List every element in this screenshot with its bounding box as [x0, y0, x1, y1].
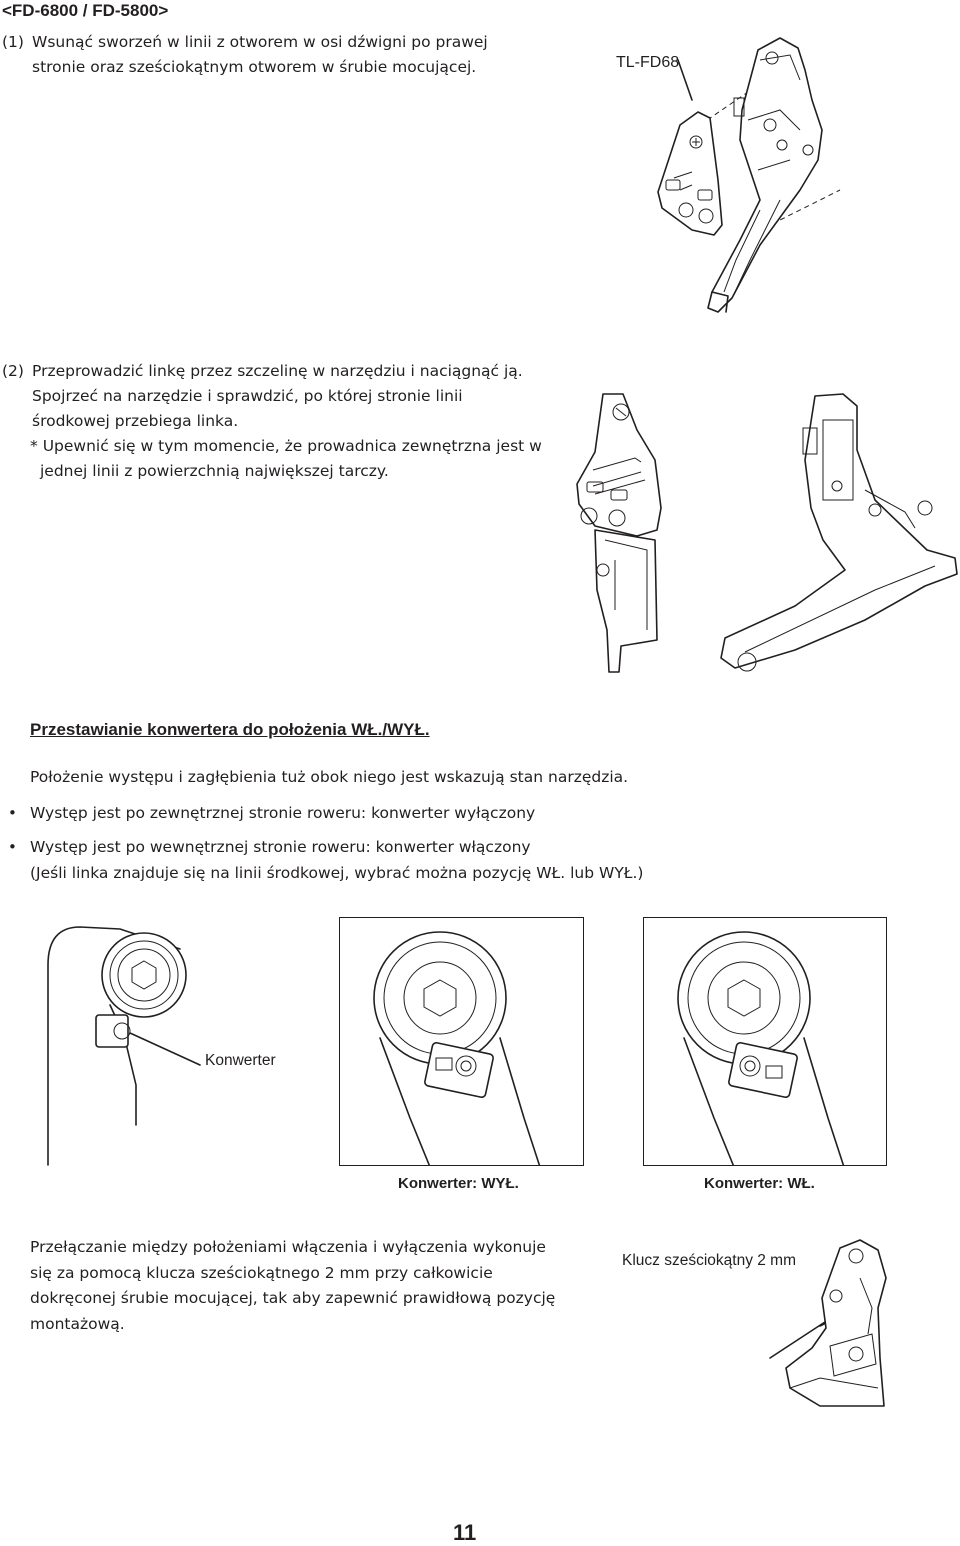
converter-lever-illustration	[40, 925, 210, 1170]
step2-note-line2: jednej linii z powierzchnią największej tarczy.	[40, 462, 389, 480]
page-header: <FD-6800 / FD-5800>	[2, 1, 169, 20]
section-title: Przestawianie konwertera do położenia WŁ./WYŁ.	[30, 720, 430, 739]
hex-key-label: Klucz sześciokątny 2 mm	[622, 1252, 796, 1269]
step2-line1: Przeprowadzić linkę przez szczelinę w narzędziu i naciągnąć ją.	[32, 362, 523, 380]
step2-number: (2)	[2, 362, 24, 380]
bullet2-text: Występ jest po wewnętrznej stronie roweru: konwerter włączony	[30, 838, 531, 856]
bullet-icon: •	[8, 804, 17, 822]
bullet-icon: •	[8, 838, 17, 856]
hex-key-illustration	[760, 1238, 960, 1410]
section-intro: Położenie występu i zagłębienia tuż obok niego jest wskazują stan narzędzia.	[30, 768, 629, 786]
converter-on-figure	[643, 917, 887, 1166]
bottom-line3: dokręconej śrubie mocującej, tak aby zapewnić prawidłową pozycję	[30, 1289, 556, 1307]
step1-number: (1)	[2, 33, 24, 51]
step2-note-line1: Upewnić się w tym momencie, że prowadnica zewnętrzna jest w	[42, 437, 542, 455]
bullet1-text: Występ jest po zewnętrznej stronie roweru: konwerter wyłączony	[30, 804, 536, 822]
step2-text	[2, 359, 542, 484]
converter-label: Konwerter	[205, 1052, 276, 1069]
bullet-item-off	[2, 801, 535, 826]
caption-converter-on: Konwerter: WŁ.	[704, 1175, 815, 1192]
page-number: 11	[453, 1520, 477, 1545]
bottom-line4: montażową.	[30, 1314, 125, 1333]
tool-label-tlfd68: TL-FD68	[616, 54, 680, 71]
step1-line2: stronie oraz sześciokątnym otworem w śrubie mocującej.	[32, 58, 477, 76]
bottom-text	[30, 1235, 555, 1337]
bullet-item-on	[2, 835, 531, 860]
note-asterisk: *	[30, 437, 38, 455]
bottom-line1: Przełączanie między położeniami włączenia i wyłączenia wykonuje	[30, 1238, 546, 1256]
step2-line2: Spojrzeć na narzędzie i sprawdzić, po której stronie linii	[32, 387, 463, 405]
step1-text	[2, 30, 488, 80]
bullet2-note: (Jeśli linka znajduje się na linii środkowej, wybrać można pozycję WŁ. lub WYŁ.)	[30, 864, 644, 882]
step1-line1: Wsunąć sworzeń w linii z otworem w osi dźwigni po prawej	[32, 33, 488, 51]
derailleur-tool-illustration	[640, 30, 960, 330]
caption-converter-off: Konwerter: WYŁ.	[398, 1175, 519, 1192]
bottom-line2: się za pomocą klucza sześciokątnego 2 mm przy całkowicie	[30, 1263, 493, 1282]
tool-alignment-illustration	[575, 390, 960, 680]
converter-off-figure	[339, 917, 584, 1166]
step2-line3: środkowej przebiega linka.	[32, 412, 239, 430]
